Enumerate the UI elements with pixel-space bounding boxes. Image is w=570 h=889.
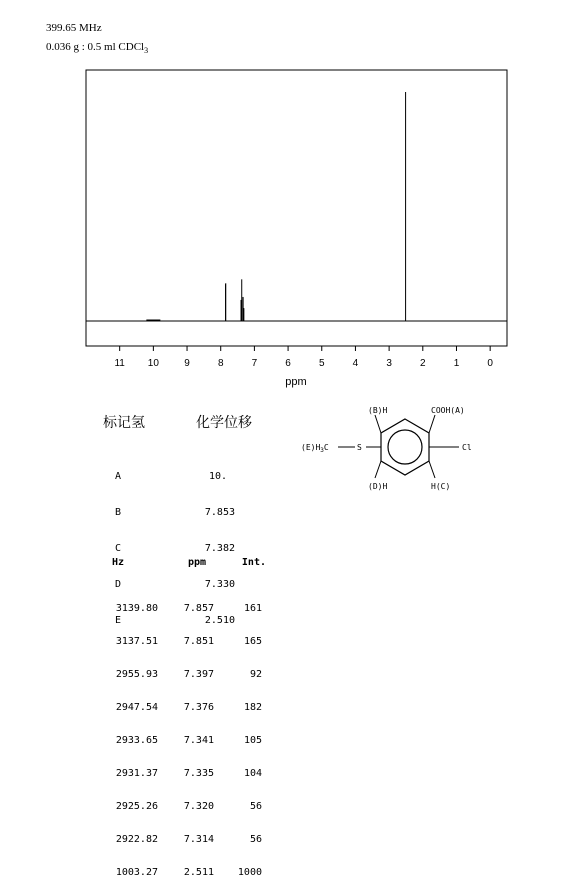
assign-label: D (115, 579, 122, 590)
peak-hz: 2931.37 (115, 768, 158, 779)
x-tick-label: 4 (352, 358, 359, 369)
spectrometer-frequency: 399.65 MHz (46, 22, 102, 34)
peak-row (102, 768, 266, 779)
peak-hz: 3139.80 (115, 603, 158, 614)
x-tick-label: 7 (251, 358, 258, 369)
peak-ppm: 7.335 (183, 768, 214, 779)
assign-shift: 7.853 (204, 507, 235, 518)
peak-row (102, 735, 266, 746)
assign-label: A (115, 471, 122, 482)
peak-int: 56 (249, 801, 262, 812)
assignment-row (115, 471, 235, 483)
assign-shift: 2.510 (204, 615, 235, 626)
label-e-c: C (323, 443, 329, 452)
label-dh: (D)H (368, 482, 388, 491)
x-tick-label: 10 (147, 358, 159, 369)
sample-text: 0.036 g : 0.5 ml CDCl (46, 41, 145, 53)
peak-hz: 2955.93 (115, 669, 158, 680)
label-cooh: COOH(A) (431, 406, 465, 415)
label-e: (E)H (301, 443, 321, 452)
label-e-sub: 3 (320, 447, 324, 454)
x-tick-label: 3 (386, 358, 392, 369)
bond-bh (375, 415, 381, 433)
peak-ppm: 7.851 (183, 636, 214, 647)
aromatic-circle (388, 430, 422, 464)
peak-int: 105 (243, 735, 262, 746)
peak-hz: 2922.82 (115, 834, 158, 845)
assign-label: B (115, 507, 122, 518)
x-axis-label: ppm (285, 376, 307, 388)
assign-shift: 7.330 (204, 579, 235, 590)
peak-table-header (102, 557, 266, 568)
peak-int: 92 (249, 669, 262, 680)
x-tick-label: 6 (285, 358, 291, 369)
peaks-group (146, 92, 405, 321)
peak-int: 165 (243, 636, 262, 647)
bond-dh (375, 461, 381, 478)
peak-hz: 2933.65 (115, 735, 158, 746)
chemical-structure (290, 398, 540, 518)
x-ticks-group (114, 346, 493, 369)
x-tick-label: 0 (487, 358, 493, 369)
peak-ppm: 7.314 (183, 834, 214, 845)
peak-table (102, 535, 266, 889)
x-tick-label: 9 (184, 358, 190, 369)
peak-ppm: 7.857 (183, 603, 214, 614)
peak-int: 56 (249, 834, 262, 845)
assign-shift: 10. (209, 471, 228, 482)
assign-label: C (115, 543, 122, 554)
assignment-header-shift: 化学位移 (196, 415, 252, 431)
x-tick-label: 11 (114, 358, 125, 369)
assignment-header-label: 标记氢 (103, 415, 145, 431)
peak-int: 161 (243, 603, 262, 614)
x-tick-label: 8 (217, 358, 224, 369)
peak-ppm: 2.511 (183, 867, 214, 878)
peak-hz: 2925.26 (115, 801, 158, 812)
assign-shift: 7.382 (204, 543, 235, 554)
peak-row (102, 669, 266, 680)
x-tick-label: 2 (420, 358, 426, 369)
plot-frame (86, 70, 507, 346)
label-e-ch3 (301, 443, 329, 454)
label-cl: Cl (462, 443, 472, 452)
peak-ppm: 7.320 (183, 801, 214, 812)
peak-row (102, 801, 266, 812)
header-hz: Hz (112, 557, 125, 568)
header-int: Int. (241, 557, 266, 568)
label-hc: H(C) (431, 482, 451, 491)
peak-ppm: 7.341 (183, 735, 214, 746)
sample-subscript: 3 (144, 46, 149, 56)
peak-row (102, 867, 266, 878)
nmr-spectrum-chart (0, 0, 570, 400)
label-bh: (B)H (368, 406, 388, 415)
label-s: S (357, 443, 362, 452)
peak-row (102, 702, 266, 713)
assignment-row (115, 507, 235, 519)
peak-row (102, 636, 266, 647)
peak-hz: 2947.54 (115, 702, 158, 713)
peak-int: 182 (243, 702, 262, 713)
x-tick-label: 1 (453, 358, 460, 369)
peak-int: 1000 (237, 867, 262, 878)
x-tick-label: 5 (318, 358, 325, 369)
peak-ppm: 7.376 (183, 702, 214, 713)
bond-cooh (429, 415, 435, 433)
peak-row (102, 603, 266, 614)
peak-ppm: 7.397 (183, 669, 214, 680)
peak-hz: 1003.27 (115, 867, 158, 878)
peak-int: 104 (243, 768, 262, 779)
assign-label: E (115, 615, 122, 626)
header-ppm: ppm (187, 557, 207, 568)
peak-hz: 3137.51 (115, 636, 158, 647)
peak-row (102, 834, 266, 845)
bond-hc (429, 461, 435, 478)
